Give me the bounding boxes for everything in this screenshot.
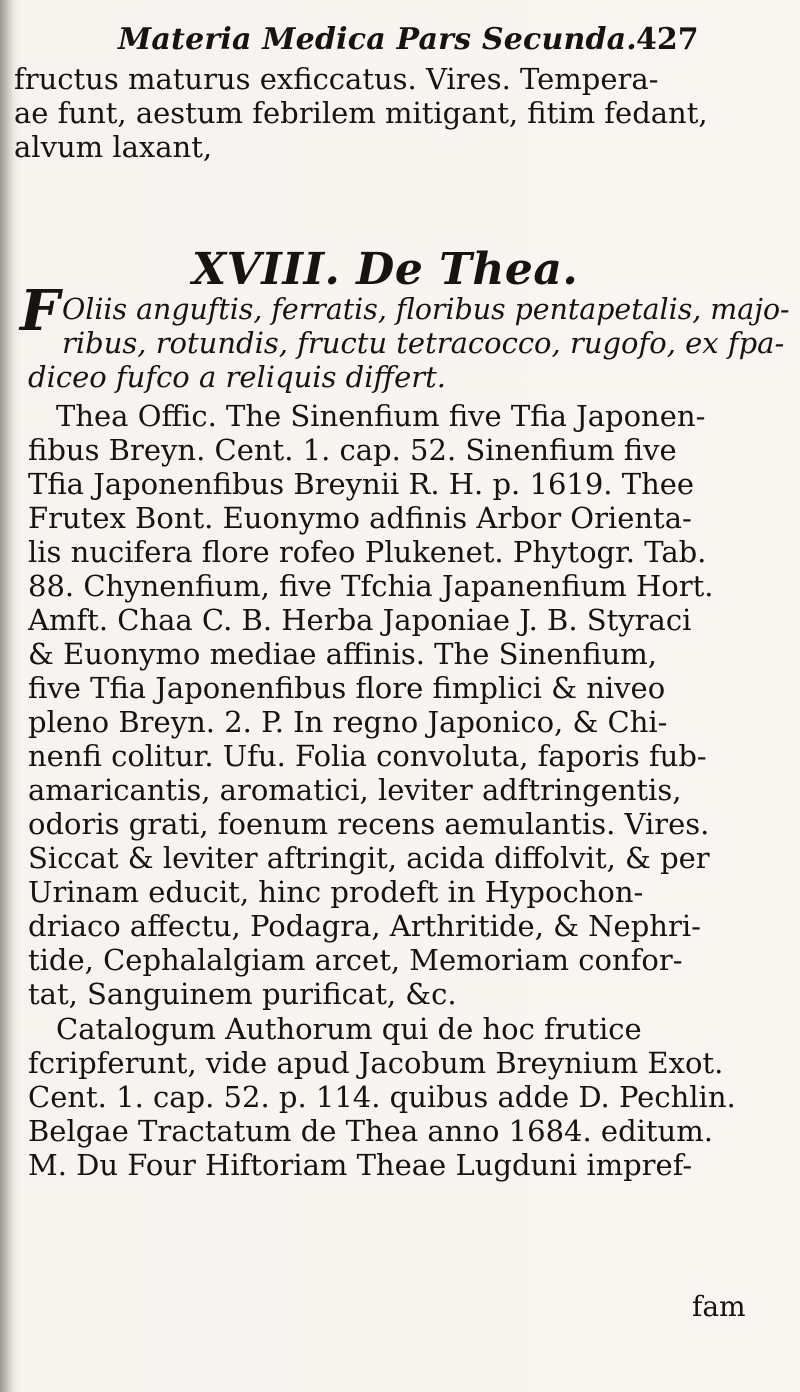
synonyms-line: amaricantis, aromatici, leviter adftringentis,: [28, 773, 682, 807]
page-gutter-shadow: [0, 0, 14, 1392]
section-heading: XVIII. De Thea.: [192, 244, 579, 295]
synonyms-line: Urinam educit, hinc prodeft in Hypochon-: [28, 875, 644, 909]
description-line: diceo fufco a reliquis differt.: [28, 360, 446, 394]
catalogue-line: Catalogum Authorum qui de hoc frutice: [56, 1012, 642, 1046]
synonyms-line: fibus Breyn. Cent. 1. cap. 52. Sinenfium five: [28, 433, 677, 467]
body-line: alvum laxant,: [14, 130, 213, 164]
synonyms-line: Amft. Chaa C. B. Herba Japoniae J. B. Styraci: [28, 603, 692, 637]
running-title: Materia Medica Pars Secunda.: [118, 22, 637, 57]
catalogue-line: fcripferunt, vide apud Jacobum Breynium Exot.: [28, 1046, 724, 1080]
synonyms-line: Siccat & leviter aftringit, acida diffolvit, & per: [28, 841, 710, 875]
catalogue-line: Belgae Tractatum de Thea anno 1684. editum.: [28, 1114, 713, 1148]
catchword: fam: [692, 1290, 746, 1323]
synonyms-line: 88. Chynenfium, five Tfchia Japanenfium Hort.: [28, 569, 714, 603]
drop-cap: F: [20, 278, 60, 344]
description-line: Oliis anguftis, ferratis, floribus pentapetalis, majo-: [62, 292, 790, 326]
synonyms-line: lis nucifera flore rofeo Plukenet. Phytogr. Tab.: [28, 535, 707, 569]
synonyms-line: tide, Cephalalgiam arcet, Memoriam confor-: [28, 943, 683, 977]
synonyms-line: odoris grati, foenum recens aemulantis. Vires.: [28, 807, 710, 841]
synonyms-line: nenfi colitur. Ufu. Folia convoluta, faporis fub-: [28, 739, 707, 773]
synonyms-line: tat, Sanguinem purificat, &c.: [28, 977, 457, 1011]
body-line: ae funt, aestum febrilem mitigant, fitim fedant,: [14, 96, 708, 130]
synonyms-line: Frutex Bont. Euonymo adfinis Arbor Orienta-: [28, 501, 692, 535]
synonyms-line: & Euonymo mediae affinis. The Sinenfium,: [28, 637, 657, 671]
catalogue-line: M. Du Four Hiftoriam Theae Lugduni impref-: [28, 1148, 693, 1182]
page-header: [0, 22, 800, 62]
description-line: ribus, rotundis, fructu tetracocco, rugofo, ex fpa-: [62, 326, 785, 360]
page-number: 427: [636, 22, 699, 57]
catalogue-line: Cent. 1. cap. 52. p. 114. quibus adde D. Pechlin.: [28, 1080, 736, 1114]
synonyms-line: Thea Offic. The Sinenfium five Tfia Japonen-: [56, 399, 706, 433]
synonyms-line: five Tfia Japonenfibus flore fimplici & niveo: [28, 671, 666, 705]
synonyms-line: Tfia Japonenfibus Breynii R. H. p. 1619. Thee: [28, 467, 695, 501]
body-line: fructus maturus exficcatus. Vires. Tempera-: [14, 62, 659, 96]
synonyms-line: pleno Breyn. 2. P. In regno Japonico, & Chi-: [28, 705, 668, 739]
synonyms-line: driaco affectu, Podagra, Arthritide, & Nephri-: [28, 909, 701, 943]
